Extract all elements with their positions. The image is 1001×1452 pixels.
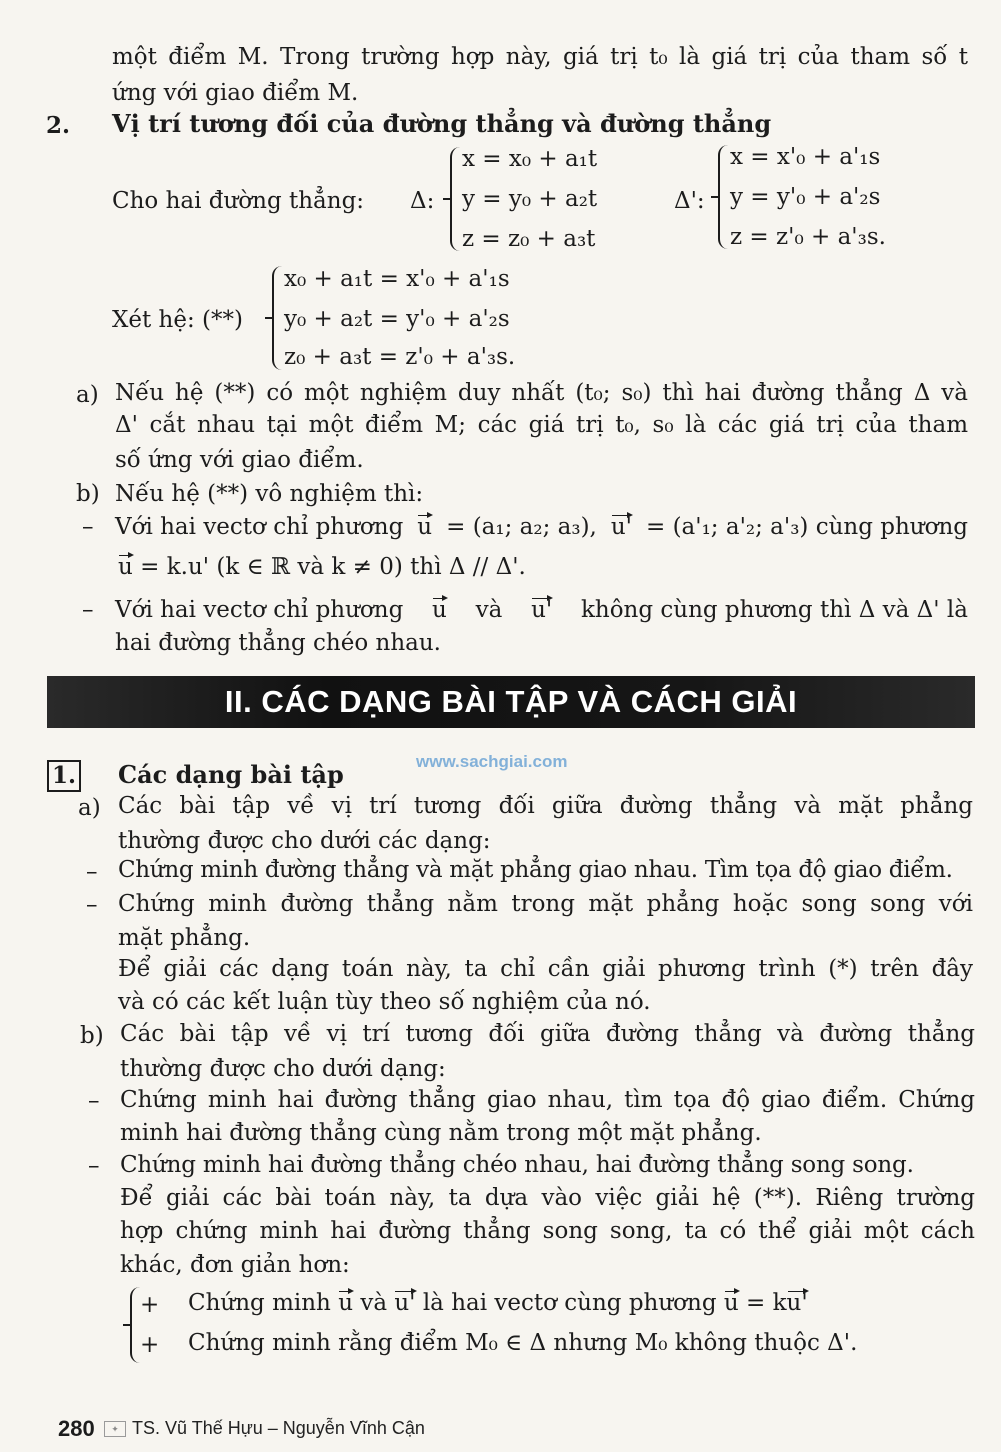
plus-bullet: +	[140, 1332, 160, 1358]
text-span: = k.u' (k ∈ ℝ và k ≠ 0) thì Δ // Δ'.	[140, 554, 526, 580]
boxed-number: 1.	[47, 760, 81, 792]
paragraph-line: Để giải các bài toán này, ta dựa vào việc giải hệ (**). Riêng trường	[120, 1185, 975, 1211]
vector-u: u	[417, 514, 433, 540]
vector-u-prime: u'	[610, 514, 632, 540]
brace-tip	[265, 317, 273, 319]
bullet-line	[118, 552, 526, 582]
dash-bullet: –	[82, 597, 94, 623]
item-label: a)	[78, 795, 101, 821]
paragraph-line: Để giải các dạng toán này, ta chỉ cần giải phương trình (*) trên đây	[118, 956, 973, 982]
text-span: không cùng phương thì Δ và Δ' là	[580, 597, 968, 623]
delta-label: Δ:	[410, 188, 435, 214]
page-number: 280	[58, 1416, 95, 1441]
paragraph-line: Δ' cắt nhau tại một điểm M; các giá trị t₀, s₀ là các giá trị của tham	[115, 412, 968, 438]
brace-tip	[711, 196, 719, 198]
vector-u-prime: u'	[786, 1290, 808, 1316]
bullet-line	[115, 512, 968, 542]
delta-prime-label: Δ':	[674, 188, 705, 214]
paragraph-line: hai đường thẳng chéo nhau.	[115, 630, 441, 656]
paragraph-line: Nếu hệ (**) vô nghiệm thì:	[115, 481, 424, 507]
vector-u: u	[432, 597, 447, 623]
text-span: Chứng minh	[188, 1290, 331, 1316]
equation: z₀ + a₃t = z'₀ + a'₃s.	[284, 344, 516, 370]
item-label: a)	[76, 382, 99, 408]
equation: y = y₀ + a₂t	[462, 186, 598, 212]
equation: x = x'₀ + a'₁s	[730, 144, 881, 170]
equation: z = z'₀ + a'₃s.	[730, 224, 886, 250]
paragraph-line: khác, đơn giản hơn:	[120, 1252, 350, 1278]
dash-bullet: –	[82, 514, 94, 540]
equation: y₀ + a₂t = y'₀ + a'₂s	[284, 306, 510, 332]
paragraph-line: Các bài tập về vị trí tương đối giữa đường thẳng và đường thẳng	[120, 1021, 975, 1047]
section-header-title: II. CÁC DẠNG BÀI TẬP VÀ CÁCH GIẢI	[224, 684, 798, 719]
brace-tip	[443, 198, 451, 200]
brace-tip	[123, 1324, 131, 1326]
item-label: b)	[76, 481, 100, 507]
section-header-bar	[47, 676, 975, 728]
paragraph-line: Chứng minh rằng điểm M₀ ∈ Δ nhưng M₀ không thuộc Δ'.	[188, 1330, 858, 1356]
dash-bullet: –	[88, 1088, 100, 1114]
text-span: = (a₁; a₂; a₃),	[446, 514, 597, 540]
paragraph-line: minh hai đường thẳng cùng nằm trong một mặt phẳng.	[120, 1120, 762, 1146]
text-span: là hai vectơ cùng phương	[422, 1290, 717, 1316]
paragraph-line: một điểm M. Trong trường hợp này, giá trị t₀ là giá trị của tham số t	[112, 44, 968, 70]
item-label: b)	[80, 1023, 104, 1049]
paragraph-line: thường được cho dưới dạng:	[120, 1056, 446, 1082]
text-span: = (a'₁; a'₂; a'₃) cùng phương	[645, 514, 968, 540]
paragraph-line: và có các kết luận tùy theo số nghiệm của nó.	[118, 989, 651, 1015]
text-span: và	[475, 597, 503, 623]
vector-u: u	[118, 554, 133, 580]
paragraph-line: Chứng minh hai đường thẳng chéo nhau, hai đường thẳng song song.	[120, 1152, 914, 1178]
intro-text: Cho hai đường thẳng:	[112, 188, 365, 214]
text-span: Với hai vectơ chỉ phương	[115, 597, 404, 623]
section-title: Vị trí tương đối của đường thẳng và đường thẳng	[112, 109, 772, 138]
dash-bullet: –	[88, 1153, 100, 1179]
section-number: 2.	[46, 112, 71, 139]
bullet-line	[188, 1288, 808, 1318]
paragraph-line: hợp chứng minh hai đường thẳng song song, ta có thể giải một cách	[120, 1218, 975, 1244]
paragraph-line: số ứng với giao điểm.	[115, 447, 364, 473]
paragraph-line: thường được cho dưới các dạng:	[118, 828, 491, 854]
equation: z = z₀ + a₃t	[462, 226, 596, 252]
paragraph-line: mặt phẳng.	[118, 925, 251, 951]
part-title: Các dạng bài tập	[118, 760, 344, 789]
text-span: = k	[746, 1290, 787, 1316]
paragraph-line: ứng với giao điểm M.	[112, 80, 359, 106]
dash-bullet: –	[86, 892, 98, 918]
text-span: Với hai vectơ chỉ phương	[115, 514, 404, 540]
paragraph-line: Chứng minh đường thẳng và mặt phẳng giao nhau. Tìm tọa độ giao điểm.	[118, 857, 953, 883]
footer-author: TS. Vũ Thế Hựu – Nguyễn Vĩnh Cận	[132, 1418, 425, 1438]
vector-u-prime: u'	[531, 597, 553, 623]
bullet-line	[115, 595, 968, 625]
system-label: Xét hệ: (**)	[112, 307, 243, 333]
vector-u: u	[338, 1290, 354, 1316]
paragraph-line: Chứng minh hai đường thẳng giao nhau, tìm tọa độ giao điểm. Chứng	[120, 1087, 975, 1113]
equation: x₀ + a₁t = x'₀ + a'₁s	[284, 266, 510, 292]
dash-bullet: –	[86, 859, 98, 885]
watermark-text: www.sachgiai.com	[416, 752, 568, 771]
vector-u: u	[723, 1290, 739, 1316]
paragraph-line: Nếu hệ (**) có một nghiệm duy nhất (t₀; s₀) thì hai đường thẳng Δ và	[115, 380, 968, 406]
text-span: và	[360, 1290, 388, 1316]
plus-bullet: +	[140, 1292, 160, 1318]
publisher-logo-icon: ✦	[104, 1421, 126, 1437]
vector-u-prime: u'	[394, 1290, 416, 1316]
equation: x = x₀ + a₁t	[462, 146, 598, 172]
paragraph-line: Chứng minh đường thẳng nằm trong mặt phẳng hoặc song song với	[118, 891, 973, 917]
paragraph-line: Các bài tập về vị trí tương đối giữa đường thẳng và mặt phẳng	[118, 793, 973, 819]
equation: y = y'₀ + a'₂s	[730, 184, 881, 210]
